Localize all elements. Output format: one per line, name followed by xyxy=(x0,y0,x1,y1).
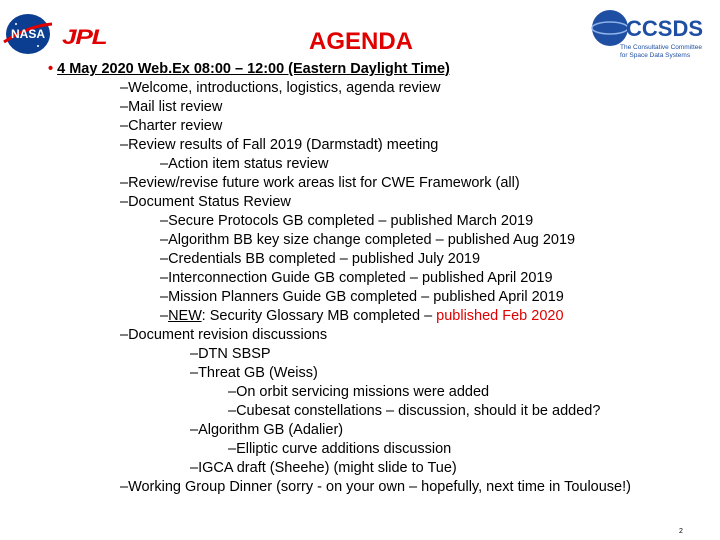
ccsds-tagline-1: The Consultative Committee xyxy=(620,44,703,51)
jpl-logo: JPL xyxy=(62,26,107,49)
agenda-subitem: –Algorithm BB key size change completed – published Aug 2019 xyxy=(160,232,576,248)
page-title: AGENDA xyxy=(309,28,414,55)
agenda-subsubitem: –On orbit servicing missions were added xyxy=(228,384,490,400)
dash: – xyxy=(160,308,169,324)
ccsds-tagline-2: for Space Data Systems xyxy=(620,52,691,59)
agenda-subitem: –Threat GB (Weiss) xyxy=(190,365,318,381)
agenda-subitem: –DTN SBSP xyxy=(190,346,271,362)
agenda-subsubitem: –Elliptic curve additions discussion xyxy=(228,441,452,457)
agenda-item: –Document Status Review xyxy=(120,194,291,210)
agenda-item: –Review/revise future work areas list for CWE Framework (all) xyxy=(120,175,520,191)
ccsds-logo xyxy=(588,4,718,62)
agenda-subitem: –IGCA draft (Sheehe) (might slide to Tue) xyxy=(190,460,457,476)
agenda-item: –Document revision discussions xyxy=(120,327,328,343)
agenda-subitem: –Action item status review xyxy=(160,156,329,172)
agenda-header-text: 4 May 2020 Web.Ex 08:00 – 12:00 (Eastern Daylight Time) xyxy=(57,61,450,77)
glossary-published: published Feb 2020 xyxy=(436,308,564,324)
agenda-item: –Mail list review xyxy=(120,99,223,115)
agenda-subitem: –Algorithm GB (Adalier) xyxy=(190,422,344,438)
nasa-logo xyxy=(2,12,54,56)
agenda-subitem: –Interconnection Guide GB completed – published April 2019 xyxy=(160,270,553,286)
new-label: NEW xyxy=(168,308,202,324)
agenda-subitem-glossary xyxy=(160,307,564,326)
agenda-item: –Working Group Dinner (sorry - on your own – hopefully, next time in Toulouse!) xyxy=(120,479,631,495)
glossary-text: : Security Glossary MB completed – xyxy=(201,308,437,324)
agenda-item: –Welcome, introductions, logistics, agenda review xyxy=(120,80,441,96)
agenda-item: –Charter review xyxy=(120,118,223,134)
page-number: 2 xyxy=(679,528,683,535)
ccsds-logo-text: CCSDS xyxy=(626,16,704,41)
agenda-subitem: –Mission Planners Guide GB completed – published April 2019 xyxy=(160,289,564,305)
nasa-logo-text: NASA xyxy=(10,27,46,41)
agenda-item: –Review results of Fall 2019 (Darmstadt) meeting xyxy=(120,137,439,153)
bullet-icon: • xyxy=(48,61,54,77)
agenda-subsubitem: –Cubesat constellations – discussion, should it be added? xyxy=(228,403,601,419)
agenda-subitem: –Credentials BB completed – published July 2019 xyxy=(160,251,481,267)
agenda-header xyxy=(48,60,450,79)
agenda-subitem: –Secure Protocols GB completed – published March 2019 xyxy=(160,213,534,229)
